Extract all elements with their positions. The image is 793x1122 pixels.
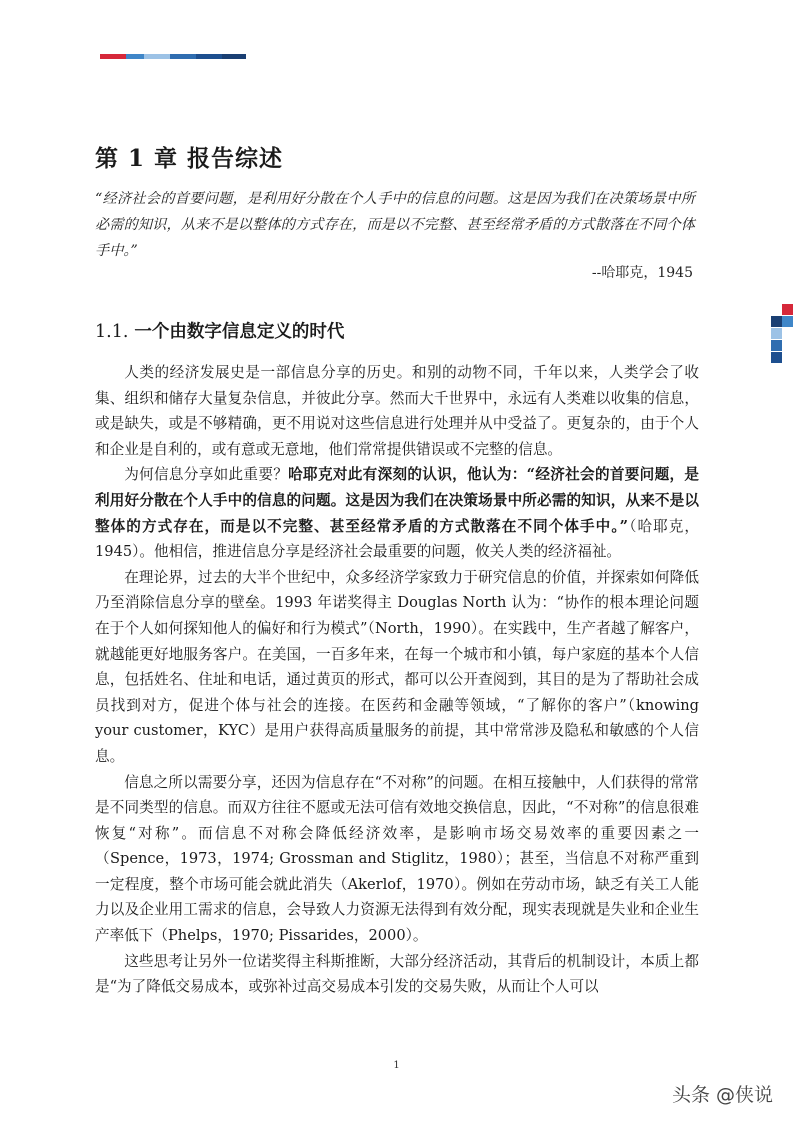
side-square-light [771, 328, 782, 339]
paragraph-2-intro: 为何信息分享如此重要？ [124, 466, 289, 484]
header-color-bar [100, 54, 246, 59]
side-square-dark [771, 352, 782, 363]
side-square-mid [771, 340, 782, 351]
body-text [95, 360, 699, 1000]
header-bar-red [100, 54, 126, 59]
side-square-blue [782, 316, 793, 327]
header-bar-lightblue [144, 54, 170, 59]
chapter-title: 第 1 章 报告综述 [95, 145, 284, 172]
paragraph-4: 信息之所以需要分享，还因为信息存在“不对称”的问题。在相互接触中，人们获得的常常是不同类型的信息。而双方往往不愿或无法可信有效地交换信息，因此，“不对称”的信息很难恢复“对称”。而信息不对称会降低经济效率，是影响市场交易效率的重要因素之一（Spence，1973，1974; Grossman and Stiglitz，1980）；甚至，当信息不对称严重到一定程度，整个市场可能会就此消失（Akerlof，1970）。例如在劳动市场，缺乏有关工人能力以及企业用工需求的信息，会导致人力资源无法得到有效分配，现实表现就是失业和企业生产率低下（Phelps，1970; Pissarides，2000）。 [95, 773, 699, 945]
header-bar-midblue [170, 54, 196, 59]
header-bar-blue [126, 54, 144, 59]
paragraph-2-bold-quote: 哈耶克对此有深刻的认识，他认为：“经济社会的首要问题，是利用好分散在个人手中的信息的问题。这是因为我们在决策场景中所必需的知识，从来不是以整体的方式存在，而是以不完整、甚至经常矛盾的方式散落在不同个体手中。” [95, 466, 699, 535]
paragraph-3: 在理论界，过去的大半个世纪中，众多经济学家致力于研究信息的价值，并探索如何降低乃至消除信息分享的壁垒。1993 年诺奖得主 Douglas North 认为：“协作的根本理论问题在于个人如何探知他人的偏好和行为模式”（North，1990）。在实践中，生产者越了解客户，就越能更好地服务客户。在美国，一百多年来，在每一个城市和小镇，每户家庭的基本个人信息，包括姓名、住址和电话，通过黄页的形式，都可以公开查阅到，其目的是为了帮助社会成员找到对方，促进个体与社会的连接。在医药和金融等领域，“了解你的客户”（knowing your customer，KYC）是用户获得高质量服务的前提，其中常常涉及隐私和敏感的个人信息。 [95, 568, 699, 765]
section-title: 一个由数字信息定义的时代 [134, 322, 345, 342]
page-number: 1 [393, 1060, 400, 1071]
header-bar-navy [222, 54, 246, 59]
paragraph-2-end: （哈耶克，1945）。他相信，推进信息分享是经济社会最重要的问题，攸关人类的经济福祉。 [95, 517, 699, 561]
side-square-red [782, 304, 793, 315]
paragraph-2 [95, 462, 699, 564]
header-bar-darkblue [196, 54, 222, 59]
paragraph-5: 这些思考让另外一位诺奖得主科斯推断，大部分经济活动，其背后的机制设计，本质上都是“为了降低交易成本，或弥补过高交易成本引发的交易失败，从而让个人可以 [95, 952, 699, 996]
epigraph-quote: “经济社会的首要问题，是利用好分散在个人手中的信息的问题。这是因为我们在决策场景中所必需的知识，从来不是以整体的方式存在，而是以不完整、甚至经常矛盾的方式散落在不同个体手中。” [95, 191, 695, 259]
paragraph-1: 人类的经济发展史是一部信息分享的历史。和别的动物不同，千年以来，人类学会了收集、组织和储存大量复杂信息，并彼此分享。然而大千世界中，永远有人类难以收集的信息，或是缺失，或是不够精确，更不用说对这些信息进行处理并从中受益了。更复杂的，由于个人和企业是自利的，或有意或无意地，他们常常提供错误或不完整的信息。 [95, 364, 699, 458]
section-heading [95, 318, 344, 343]
watermark: 头条 @侠说 [671, 1084, 773, 1106]
side-square-navy [771, 316, 782, 327]
section-number: 1.1. [95, 322, 129, 342]
epigraph-attribution: --哈耶克，1945 [591, 265, 693, 281]
side-decoration [769, 304, 793, 364]
